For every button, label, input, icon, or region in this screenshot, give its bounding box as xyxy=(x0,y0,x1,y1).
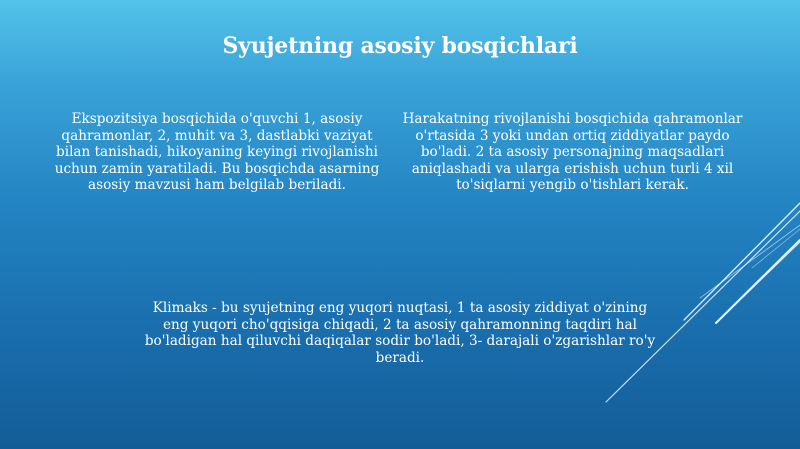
deco-line xyxy=(700,225,800,298)
deco-line xyxy=(684,203,800,320)
slide-title: Syujetning asosiy bosqichlari xyxy=(222,33,578,59)
climax-paragraph: Klimaks - bu syujetning eng yuqori nuqtasi, 1 ta asosiy ziddiyat o'zining eng yuqori cho'qqisiga chiqadi, 2 ta asosiy qahramonning taqdiri hal bo'ladigan hal qiluvchi daqiqalar sodir bo'ladi, 3- darajali o'zgarishlar ro'y beradi. xyxy=(144,300,656,366)
development-paragraph: Harakatning rivojlanishi bosqichida qahramonlar o'rtasida 3 yoki undan ortiq ziddiyatlar paydo bo'ladi. 2 ta asosiy personajning maqsadlari aniqlashadi va ularga erishish uchun turli 4 xil to'siqlarni yengib o'tishlari kerak. xyxy=(402,111,743,194)
exposition-paragraph: Ekspozitsiya bosqichida o'quvchi 1, asosiy qahramonlar, 2, muhit va 3, dastlabki vaziyat bilan tanishadi, hikoyaning keyingi rivojlanishi uchun zamin yaratiladi. Bu bosqichda asarning asosiy mavzusi ham belgilab beriladi. xyxy=(54,111,380,194)
